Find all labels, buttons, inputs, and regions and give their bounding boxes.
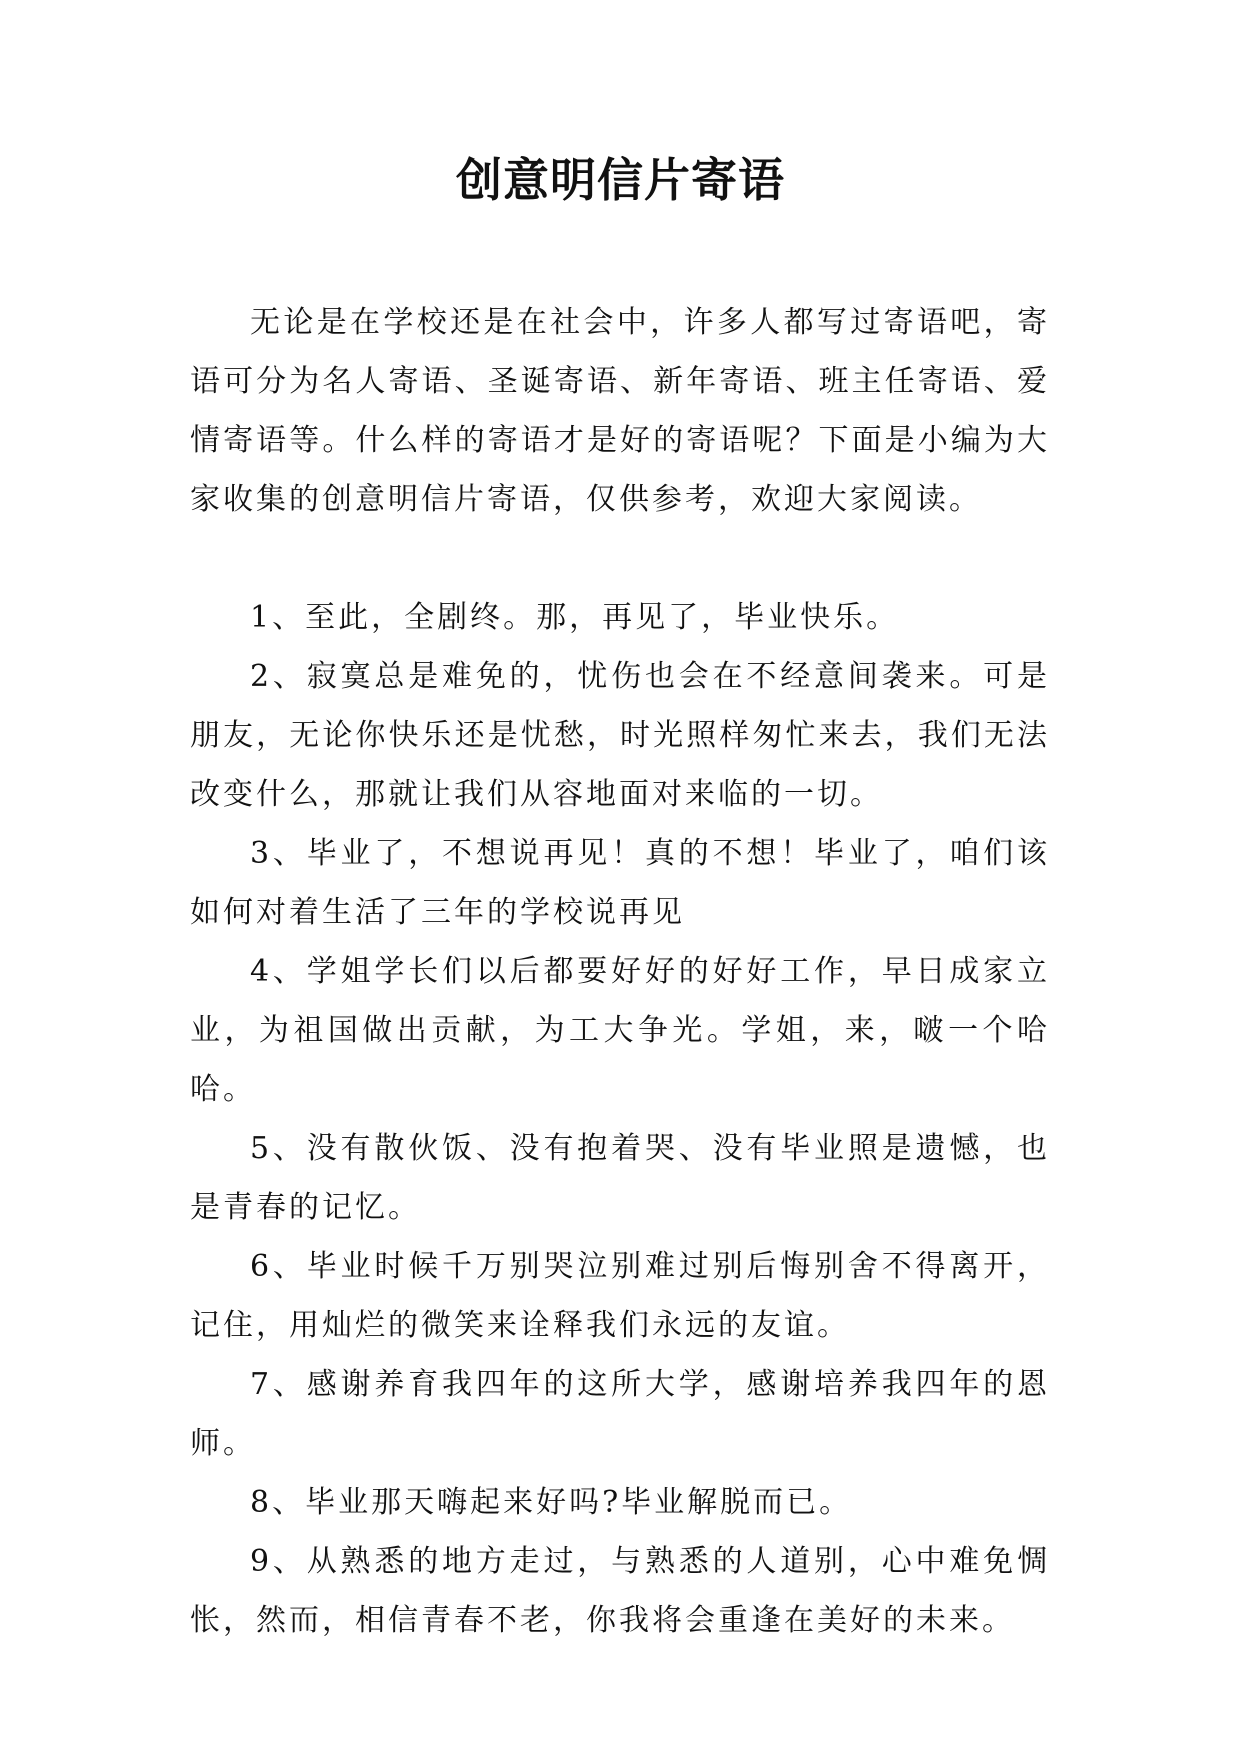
list-item: 8、毕业那天嗨起来好吗?毕业解脱而已。 bbox=[250, 1485, 853, 1520]
list-item: 1、至此，全剧终。那，再见了，毕业快乐。 bbox=[250, 600, 900, 635]
list-item: 3、毕业了，不想说再见！真的不想！毕业了，咱们该如何对着生活了三年的学校说再见 bbox=[190, 836, 1050, 930]
list-item: 7、感谢养育我四年的这所大学，感谢培养我四年的恩师。 bbox=[190, 1367, 1050, 1461]
list-item: 4、学姐学长们以后都要好好的好好工作，早日成家立业，为祖国做出贡献，为工大争光。学姐，来，啵一个哈哈。 bbox=[190, 954, 1050, 1107]
list-item: 2、寂寞总是难免的，忧伤也会在不经意间袭来。可是朋友，无论你快乐还是忧愁，时光照样匆忙来去，我们无法改变什么，那就让我们从容地面对来临的一切。 bbox=[190, 659, 1050, 812]
document-body bbox=[190, 293, 1050, 1650]
intro-paragraph: 无论是在学校还是在社会中，许多人都写过寄语吧，寄语可分为名人寄语、圣诞寄语、新年寄语、班主任寄语、爱情寄语等。什么样的寄语才是好的寄语呢？下面是小编为大家收集的创意明信片寄语，仅供参考，欢迎大家阅读。 bbox=[190, 305, 1050, 517]
document-title: 创意明信片寄语 bbox=[456, 153, 785, 207]
list-item: 6、毕业时候千万别哭泣别难过别后悔别舍不得离开，记住，用灿烂的微笑来诠释我们永远的友谊。 bbox=[190, 1249, 1050, 1343]
list-item: 5、没有散伙饭、没有抱着哭、没有毕业照是遗憾，也是青春的记忆。 bbox=[190, 1131, 1050, 1225]
list-item: 9、从熟悉的地方走过，与熟悉的人道别，心中难免惆怅，然而，相信青春不老，你我将会重逢在美好的未来。 bbox=[190, 1544, 1050, 1638]
